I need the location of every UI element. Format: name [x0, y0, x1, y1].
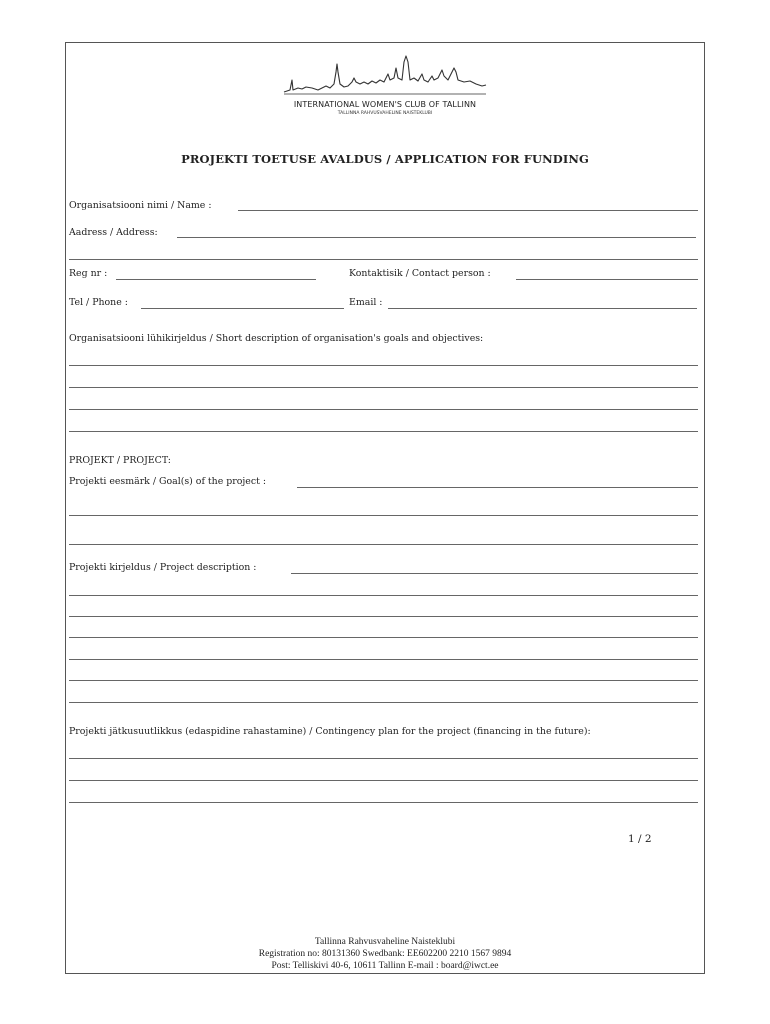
project-description-line-4[interactable] [69, 637, 698, 638]
reg-label: Reg nr : [69, 268, 108, 279]
email-label: Email : [349, 297, 383, 308]
description-line-1[interactable] [69, 365, 698, 366]
reg-input-line[interactable] [116, 279, 316, 280]
contact-input-line[interactable] [516, 279, 698, 280]
description-label: Organisatsiooni lühikirjeldus / Short description of organisation's goals and objectives: [69, 333, 484, 344]
club-logo [282, 54, 488, 120]
project-description-line-5[interactable] [69, 659, 698, 660]
contingency-line-1[interactable] [69, 758, 698, 759]
name-label: Organisatsiooni nimi / Name : [69, 200, 212, 211]
project-description-line-2[interactable] [69, 595, 698, 596]
contingency-label: Projekti jätkusuutlikkus (edaspidine rahastamine) / Contingency plan for the project (financing in the future): [69, 726, 591, 737]
name-input-line[interactable] [238, 210, 698, 211]
project-description-line-3[interactable] [69, 616, 698, 617]
skyline-logo-icon [282, 54, 488, 100]
goals-input-line[interactable] [297, 487, 698, 488]
logo-name: INTERNATIONAL WOMEN'S CLUB OF TALLINN [293, 100, 477, 109]
footer-registration: Registration no: 80131360 Swedbank: EE602200 2210 1567 9894 [258, 949, 512, 959]
project-description-line-7[interactable] [69, 702, 698, 703]
description-line-2[interactable] [69, 387, 698, 388]
logo-subtitle: TALLINNA RAHVUSVAHELINE NAISTEKLUBI [337, 111, 433, 116]
goals-line-2[interactable] [69, 515, 698, 516]
project-description-input-line[interactable] [291, 573, 698, 574]
page-number: 1 / 2 [628, 833, 652, 845]
contingency-line-3[interactable] [69, 802, 698, 803]
contingency-line-2[interactable] [69, 780, 698, 781]
contact-label: Kontaktisik / Contact person : [349, 268, 491, 279]
email-input-line[interactable] [388, 308, 697, 309]
goals-label: Projekti eesmärk / Goal(s) of the project : [69, 476, 266, 487]
form-page [65, 42, 705, 974]
address-input-line[interactable] [177, 237, 696, 238]
address-label: Aadress / Address: [69, 227, 158, 238]
description-line-4[interactable] [69, 431, 698, 432]
project-description-line-6[interactable] [69, 680, 698, 681]
phone-label: Tel / Phone : [69, 297, 128, 308]
footer-org-name: Tallinna Rahvusvaheline Naisteklubi [314, 937, 456, 947]
phone-input-line[interactable] [141, 308, 344, 309]
description-line-3[interactable] [69, 409, 698, 410]
address-input-line-2[interactable] [69, 259, 698, 260]
goals-line-3[interactable] [69, 544, 698, 545]
project-heading: PROJEKT / PROJECT: [69, 455, 171, 466]
footer-address: Post: Telliskivi 40-6, 10611 Tallinn E-mail : board@iwct.ee [271, 961, 499, 971]
form-title: PROJEKTI TOETUSE AVALDUS / APPLICATION FOR FUNDING [181, 152, 589, 166]
project-description-label: Projekti kirjeldus / Project description : [69, 562, 257, 573]
